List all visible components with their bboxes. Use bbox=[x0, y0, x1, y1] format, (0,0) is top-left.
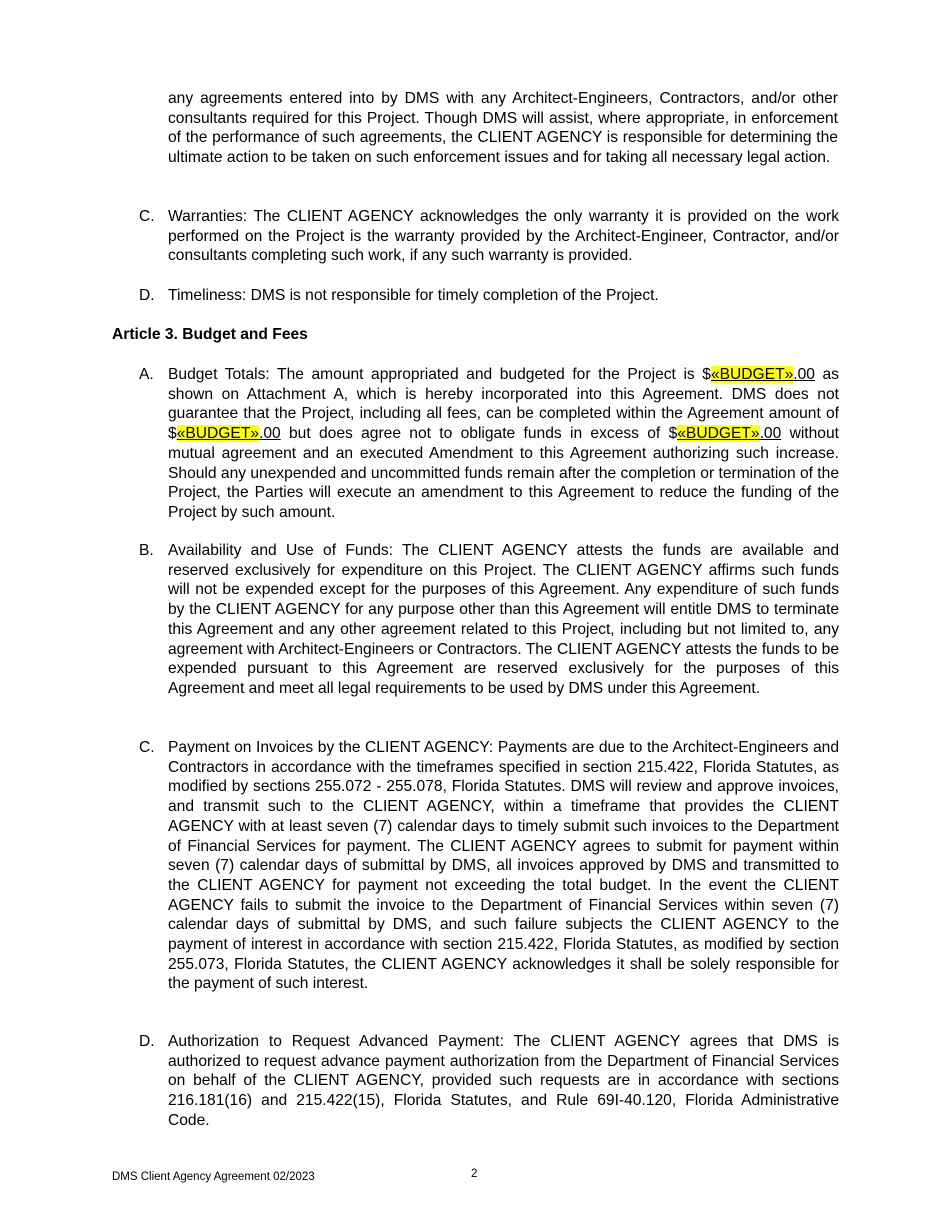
item-letter: C. bbox=[139, 208, 155, 225]
item-text: Timeliness: DMS is not responsible for timely completion of the Project. bbox=[168, 287, 659, 304]
merge-field: «BUDGET» bbox=[677, 425, 760, 443]
cents: .00 bbox=[259, 425, 281, 443]
merge-field: «BUDGET» bbox=[176, 425, 260, 443]
article3-item-c bbox=[139, 738, 839, 994]
text-run: Budget Totals: The amount appropriated and budgeted for the Project is $ bbox=[168, 366, 711, 383]
text-run: but does agree not to obligate funds in excess of $ bbox=[280, 425, 678, 443]
article3-item-a bbox=[139, 365, 839, 523]
carryover-paragraph: any agreements entered into by DMS with any Architect-Engineers, Contractors, and/or other consultants required for this Project. Though DMS will assist, where appropriate, in enforcement of the performance of such agreements, the CLIENT AGENCY is responsible for determining the ultimate action to be taken on such enforcement issues and for taking all necessary legal action. bbox=[168, 90, 838, 167]
article3-item-d bbox=[139, 1032, 839, 1131]
budget-field-3 bbox=[677, 425, 781, 442]
article2-item-c bbox=[139, 207, 839, 266]
merge-field: «BUDGET» bbox=[710, 366, 794, 383]
item-text bbox=[168, 365, 839, 523]
cents: .00 bbox=[793, 366, 815, 383]
item-letter: B. bbox=[139, 542, 154, 559]
article3-item-b bbox=[139, 541, 839, 699]
page-number: 2 bbox=[471, 1168, 478, 1180]
item-letter: A. bbox=[139, 366, 154, 383]
item-letter: C. bbox=[139, 739, 155, 756]
footer-document-title: DMS Client Agency Agreement 02/2023 bbox=[112, 1171, 315, 1183]
item-text: Payment on Invoices by the CLIENT AGENCY: Payments are due to the Architect-Engineers and Contractors in accordance with the timeframes specified in section 215.422, Florida Statutes, as modified by sections 255.072 - 255.078, Florida Statutes. DMS will review and approve invoices, and transmit such to the CLIENT AGENCY, within a timeframe that provides the CLIENT AGENCY with at least seven (7) calendar days to timely submit such invoices to the Department of Financial Services for payment. The CLIENT AGENCY agrees to submit for payment within seven (7) calendar days of submittal by DMS, all invoices approved by DMS and transmitted to the CLIENT AGENCY for payment not exceeding the total budget. In the event the CLIENT AGENCY fails to submit the invoice to the Department of Financial Services within seven (7) calendar days of submittal by DMS, and such failure subjects the CLIENT AGENCY to the payment of interest in accordance with section 215.422, Florida Statutes, as modified by section 255.073, Florida Statutes, the CLIENT AGENCY acknowledges it shall be solely responsible for the payment of such interest. bbox=[168, 739, 839, 993]
budget-field-1 bbox=[711, 366, 815, 383]
cents: .00 bbox=[759, 425, 782, 443]
item-letter: D. bbox=[139, 1033, 155, 1050]
item-text: Availability and Use of Funds: The CLIENT AGENCY attests the funds are available and reserved exclusively for expenditure on this Project. The CLIENT AGENCY affirms such funds will not be expended except for the purposes of this Agreement. Any expenditure of such funds by the CLIENT AGENCY for any purpose other than this Agreement will entitle DMS to terminate this Agreement and any other agreement related to this Project, including but not limited to, any agreement with Architect-Engineers or Contractors. The CLIENT AGENCY attests the funds to be expended pursuant to this Agreement are reserved exclusively for the purposes of this Agreement and meet all legal requirements to be used by DMS under this Agreement. bbox=[168, 542, 839, 697]
item-text: Authorization to Request Advanced Payment: The CLIENT AGENCY agrees that DMS is authorized to request advance payment authorization from the Department of Financial Services on behalf of the CLIENT AGENCY, provided such requests are in accordance with sections 216.181(16) and 215.422(15), Florida Statutes, and Rule 69I-40.120, Florida Administrative Code. bbox=[168, 1033, 839, 1129]
item-letter: D. bbox=[139, 287, 155, 304]
item-text: Warranties: The CLIENT AGENCY acknowledges the only warranty it is provided on the work performed on the Project is the warranty provided by the Architect-Engineer, Contractor, and/or consultants completing such work, if any such warranty is provided. bbox=[168, 208, 839, 265]
article2-item-d bbox=[139, 286, 839, 306]
text-run: without mutual agreement and an executed Amendment to this Agreement authorizing such increase. Should any unexpended and uncommitted funds remain after the completion or termination of the Project, the Parties will execute an amendment to this Agreement to reduce the funding of the Project by such amount. bbox=[168, 425, 839, 521]
budget-field-2 bbox=[177, 425, 281, 442]
text-run: as shown on Attachment A, which is hereby incorporated into this Agreement. DMS does not guarantee that the Project, including all fees, can be completed within the Agreement amount of $ bbox=[168, 366, 839, 443]
article3-heading: Article 3. Budget and Fees bbox=[112, 326, 308, 343]
